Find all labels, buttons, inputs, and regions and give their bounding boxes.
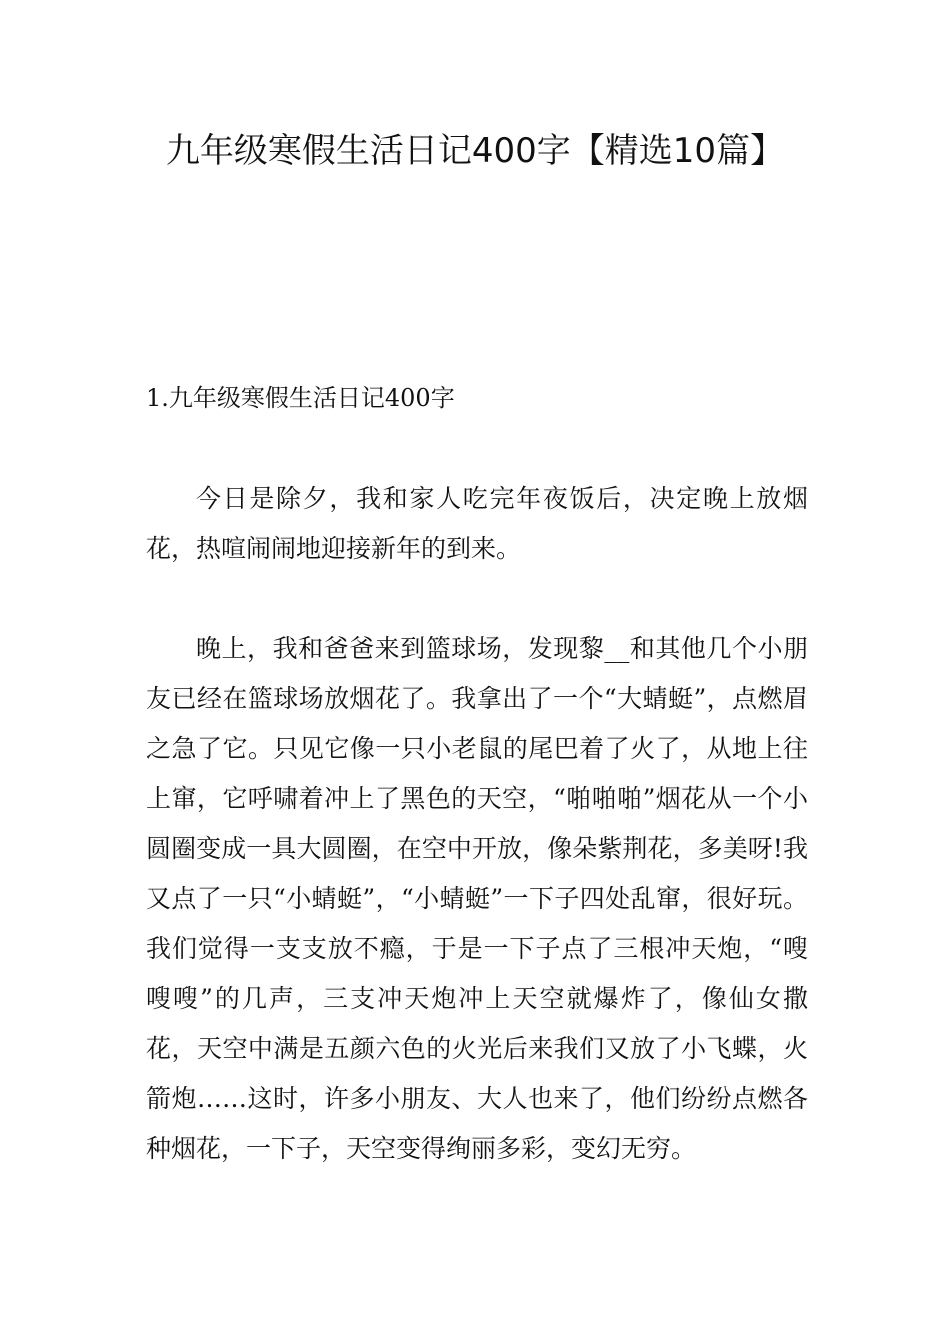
paragraph-2: 晚上，我和爸爸来到篮球场，发现黎__和其他几个小朋友已经在篮球场放烟花了。我拿出了一个“大蜻蜓”，点燃眉之急了它。只见它像一只小老鼠的尾巴着了火了，从地上往上窜，它呼啸着冲上了黑色的天空，“啪啪啪”烟花从一个小圆圈变成一具大圆圈，在空中开放，像朵紫荆花，多美呀!我又点了一只“小蜻蜓”，“小蜻蜓”一下子四处乱窜，很好玩。我们觉得一支支放不瘾，于是一下子点了三根冲天炮，“嗖嗖嗖”的几声，三支冲天炮冲上天空就爆炸了，像仙女撒花，天空中满是五颜六色的火光后来我们又放了小飞蝶，火箭炮……这时，许多小朋友、大人也来了，他们纷纷点燃各种烟花，一下子，天空变得绚丽多彩，变幻无穷。 — [146, 634, 808, 1163]
section-heading: 1.九年级寒假生活日记400字 — [146, 384, 455, 412]
document-title: 九年级寒假生活日记400字【精选10篇】 — [165, 131, 785, 171]
paragraph-1: 今日是除夕，我和家人吃完年夜饭后，决定晚上放烟花，热喧闹闹地迎接新年的到来。 — [146, 484, 808, 563]
